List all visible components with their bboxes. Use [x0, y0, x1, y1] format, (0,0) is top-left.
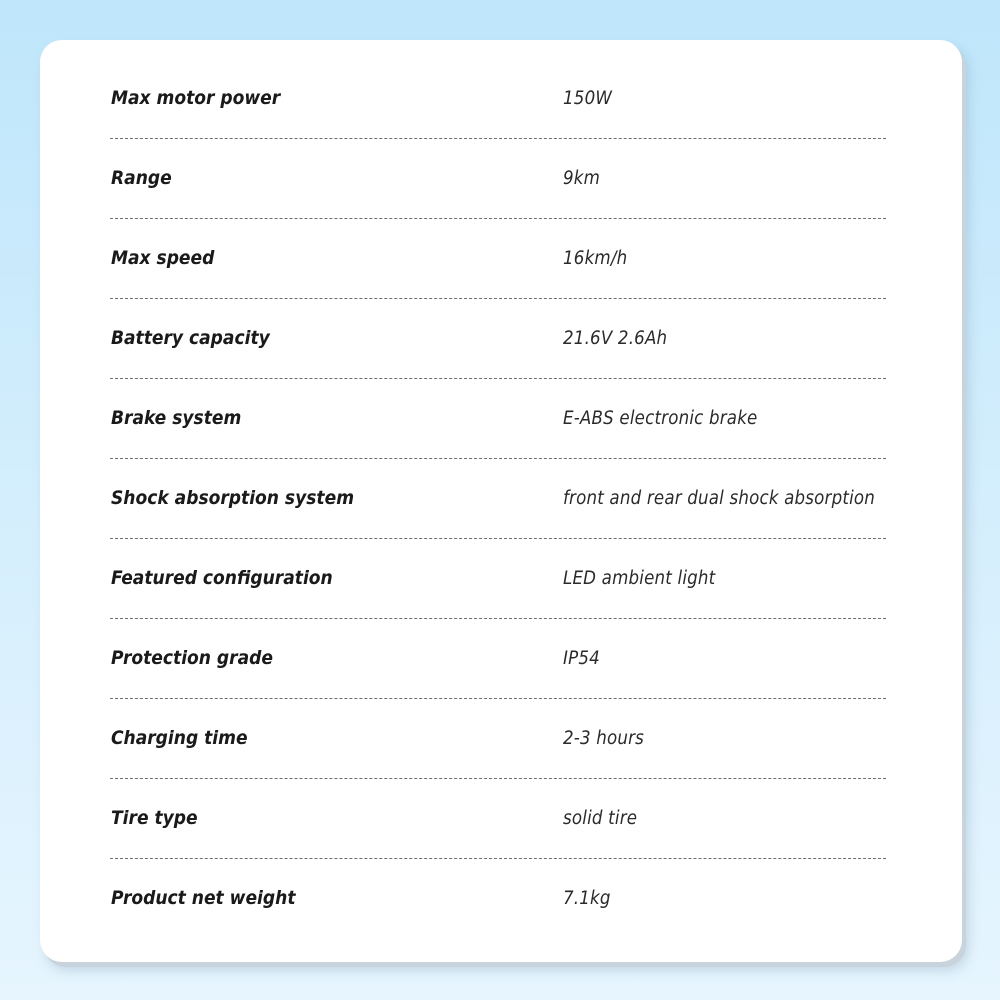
spec-row-shock-absorption-system — [110, 458, 886, 538]
spec-value: solid tire — [563, 807, 638, 829]
spec-row-featured-configuration — [110, 538, 886, 618]
spec-label: Featured configuration — [111, 567, 333, 589]
spec-value: 2-3 hours — [563, 727, 645, 749]
spec-value: E-ABS electronic brake — [563, 407, 758, 429]
spec-value: 21.6V 2.6Ah — [563, 327, 668, 349]
spec-label: Product net weight — [111, 887, 296, 909]
spec-card — [40, 40, 962, 962]
spec-row-product-net-weight — [110, 858, 886, 938]
spec-row-tire-type — [110, 778, 886, 858]
spec-value: LED ambient light — [563, 567, 716, 589]
spec-row-max-motor-power — [110, 58, 886, 138]
spec-label: Brake system — [111, 407, 242, 429]
spec-value: 7.1kg — [563, 887, 611, 909]
spec-row-brake-system — [110, 378, 886, 458]
spec-row-range — [110, 138, 886, 218]
spec-value: 9km — [563, 167, 601, 189]
spec-label: Range — [111, 167, 172, 189]
spec-label: Charging time — [111, 727, 248, 749]
spec-label: Battery capacity — [111, 327, 270, 349]
spec-value: 16km/h — [563, 247, 628, 269]
spec-label: Max motor power — [111, 87, 281, 109]
spec-value: IP54 — [563, 647, 600, 669]
spec-row-battery-capacity — [110, 298, 886, 378]
spec-table — [110, 58, 886, 938]
spec-row-max-speed — [110, 218, 886, 298]
spec-label: Max speed — [111, 247, 215, 269]
spec-label: Protection grade — [111, 647, 273, 669]
spec-value: 150W — [563, 87, 613, 109]
spec-label: Tire type — [111, 807, 198, 829]
spec-row-protection-grade — [110, 618, 886, 698]
spec-value: front and rear dual shock absorption — [563, 487, 876, 509]
spec-label: Shock absorption system — [111, 487, 355, 509]
spec-row-charging-time — [110, 698, 886, 778]
